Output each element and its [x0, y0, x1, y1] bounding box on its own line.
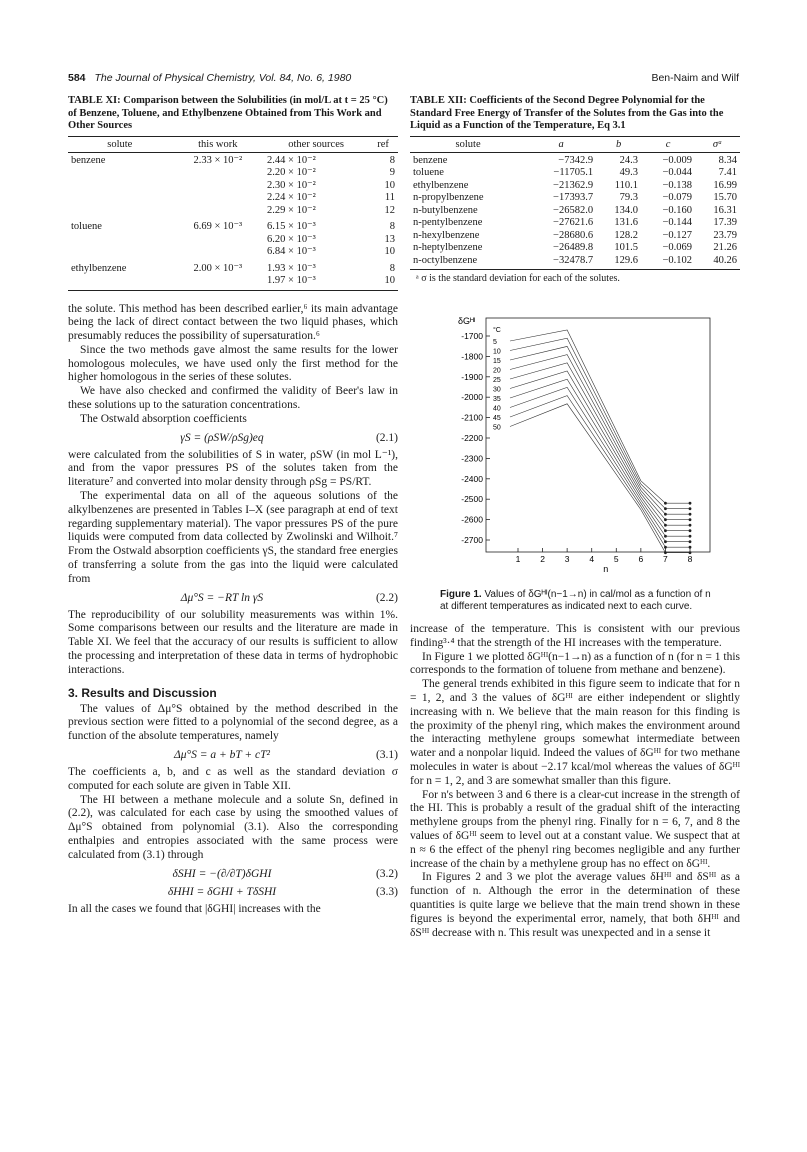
table-row — [68, 246, 398, 259]
table-cell: n-propylbenzene — [413, 192, 484, 203]
table-cell — [172, 234, 264, 247]
temp-label: 5 — [493, 339, 497, 346]
table-cell: −7342.9 — [558, 154, 594, 166]
temp-unit-label: °C — [493, 327, 501, 334]
table-row — [410, 230, 740, 243]
table-cell: 110.1 — [614, 179, 639, 191]
table12-footnote: ᵃ σ is the standard deviation for each of the solutes. — [416, 273, 620, 284]
table-cell: n-pentylbenzene — [413, 217, 483, 228]
table-cell — [172, 246, 264, 259]
y-axis-label: δGᴴᴵ — [458, 316, 476, 326]
table-cell: 8 — [389, 262, 395, 274]
table-cell: n-heptylbenzene — [413, 242, 483, 253]
table-cell: 23.79 — [713, 229, 737, 241]
y-tick-label: -2200 — [461, 433, 483, 443]
temp-label: 20 — [493, 367, 501, 375]
paragraph: In Figures 2 and 3 we plot the average values δHᴴᴵ and δSᴴᴵ as a function of n. Although the error in the determination of these quantities is quite large we believe that the main trend shown in these figures is beyond the experimental error, namely, that both δHᴴᴵ and δSᴴᴵ decrease with n. This result was unexpected and in a sense it — [410, 871, 740, 939]
table11-header: other sources — [264, 136, 368, 152]
series-marker — [689, 551, 692, 554]
y-tick-label: -1700 — [461, 331, 483, 341]
journal-title: The Journal of Physical Chemistry, Vol. 84, No. 6, 1980 — [94, 72, 352, 84]
table-cell: 2.29 × 10⁻² — [267, 204, 316, 216]
y-tick-label: -2700 — [461, 535, 483, 545]
table-cell — [172, 192, 264, 205]
series-marker — [689, 546, 692, 549]
y-tick-label: -2600 — [461, 514, 483, 525]
table-cell — [68, 234, 172, 247]
table-cell: ethylbenzene — [413, 179, 469, 191]
series-curve — [510, 387, 690, 541]
paragraph: The experimental data on all of the aqueous solutions of the alkylbenzenes are presented in Tables I–X (see paragraph at end of text regarding supplementary material). The vapor pressures PS of the pure liquids were computed from data collected by Zwolinski and Wilhoit.⁷ From the Ostwald absorption coefficients γS, the standard free energies of transferring a solute from the gas into the liquid were calculated from — [68, 490, 398, 585]
y-tick-label: -2500 — [461, 494, 483, 505]
table-cell: 10 — [368, 275, 398, 290]
table-cell: −0.102 — [641, 255, 695, 270]
table-cell: 11 — [384, 192, 395, 203]
table-cell: 16.99 — [713, 179, 737, 191]
equation-3-2: δSHI = −(∂/∂T)δGHI (3.2) — [172, 867, 398, 880]
table-cell: 10 — [384, 179, 395, 191]
table-cell: 40.26 — [695, 255, 740, 270]
table-row — [410, 205, 740, 218]
table-cell: −0.044 — [662, 167, 692, 178]
table-row — [68, 192, 398, 205]
table-cell: n-hexylbenzene — [413, 229, 480, 241]
series-marker — [689, 502, 692, 505]
figure-1 — [440, 300, 715, 613]
table-cell: −26582.0 — [553, 204, 594, 216]
paragraph: The values of Δμ°S obtained by the method described in the previous section were fitted to a polynomial of the second degree, as a function of the absolute temperatures, namely — [68, 702, 398, 743]
series-curve — [510, 330, 690, 503]
x-tick-label: 3 — [564, 554, 570, 564]
table-cell — [68, 167, 172, 180]
paragraph: In Figure 1 we plotted δGᴴᴵ(n−1→n) as a function of n (for n = 1 this corresponds to the formation of toluene from methane and benzene). — [410, 650, 740, 677]
table-cell: −11705.1 — [553, 167, 594, 178]
series-marker — [689, 513, 692, 516]
temp-label: 50 — [493, 424, 501, 432]
table12-caption: TABLE XII: Coefficients of the Second Degree Polynomial for the Standard Free Energy of Transfer of the Solutes from the Gas into the Liquid as a Function of the Temperature, Eq 3.1 — [410, 95, 724, 131]
table-cell: 21.26 — [713, 242, 737, 253]
table-cell: −26489.8 — [553, 242, 594, 253]
table-row — [68, 205, 398, 218]
paragraph: The coefficients a, b, and c as well as the standard deviation σ computed for each solute are given in Table XII. — [68, 766, 398, 792]
table-cell: 8 — [389, 221, 395, 232]
x-tick-label: 2 — [540, 554, 545, 564]
table-cell: −28680.6 — [553, 229, 594, 241]
temp-label: 35 — [493, 396, 501, 403]
table-cell: −0.079 — [662, 192, 692, 203]
table-cell: 15.70 — [713, 192, 737, 203]
table-cell: −27621.6 — [553, 217, 594, 228]
table-cell: 2.00 × 10⁻³ — [193, 262, 243, 274]
table-cell: 10 — [384, 246, 395, 257]
table-cell: 79.3 — [619, 192, 639, 203]
page-number: 584 — [68, 72, 86, 84]
paragraph: increase of the temperature. This is consistent with our previous finding³·⁴ that the strength of the HI increases with the temperature. — [410, 623, 740, 649]
series-marker — [664, 518, 667, 521]
table-cell: 131.6 — [614, 217, 639, 228]
paragraph: We have also checked and confirmed the validity of Beer's law in these solutions up to the saturation concentrations. — [68, 385, 398, 412]
table-cell: −0.009 — [662, 154, 692, 166]
table-row — [410, 255, 740, 270]
table-cell: 1.93 × 10⁻³ — [267, 262, 316, 274]
running-header-left — [68, 72, 351, 84]
x-tick-label: 8 — [687, 554, 693, 564]
x-axis-label: n — [603, 564, 609, 574]
series-marker — [664, 502, 667, 505]
table-row — [410, 180, 740, 193]
table-row — [410, 192, 740, 205]
figure-1-caption: Figure 1. Values of δGᴴᴵ(n−1→n) in cal/mol as a function of n at different temperatures as indicated next to each curve. — [440, 589, 711, 612]
table-cell — [172, 167, 264, 180]
right-column — [410, 95, 740, 940]
table-cell: 49.3 — [619, 167, 639, 178]
table-cell: benzene — [413, 154, 448, 166]
series-curve — [510, 355, 690, 520]
table-row — [410, 152, 740, 167]
running-header-authors: Ben-Naim and Wilf — [651, 72, 739, 84]
table-cell: 13 — [384, 233, 395, 245]
table-cell: benzene — [71, 154, 106, 166]
table-cell: 16.31 — [713, 204, 737, 216]
x-tick-label: 4 — [589, 554, 595, 564]
series-marker — [664, 524, 667, 527]
table-cell: 9 — [389, 167, 395, 178]
table-cell — [68, 205, 172, 218]
table-cell: −17393.7 — [553, 192, 594, 203]
table-cell: 128.2 — [614, 229, 639, 241]
section-heading: 3. Results and Discussion — [68, 685, 217, 700]
table-row — [68, 275, 398, 290]
series-marker — [689, 524, 692, 527]
table12-header: a — [526, 136, 596, 152]
paragraph: The reproducibility of our solubility measurements was within 1%. Some comparisons between our results and the literature are made in Table XI. We feel that the accuracy of our results is sufficient to allow the processing and interpretation of these data in terms of hydrophobic interactions. — [68, 608, 398, 676]
table-cell: 129.6 — [596, 255, 641, 270]
table-cell: 134.0 — [614, 204, 639, 216]
temp-label: 40 — [493, 405, 501, 413]
y-tick-label: -2100 — [461, 412, 483, 423]
left-column — [68, 95, 398, 916]
series-marker — [664, 540, 667, 543]
table-row — [68, 152, 398, 167]
y-tick-label: -2300 — [461, 453, 483, 464]
paragraph: In all the cases we found that |δGHI| increases with the — [68, 902, 321, 915]
series-marker — [689, 518, 692, 521]
table11-header: this work — [172, 136, 264, 152]
plot-frame — [486, 318, 710, 552]
series-marker — [664, 535, 667, 538]
table-row — [68, 234, 398, 247]
paragraph: Since the two methods gave almost the same results for the lower homologous molecules, we have used only the first method for the higher homologous in the series of these solutes. — [68, 343, 398, 384]
paragraph: The Ostwald absorption coefficients — [80, 412, 247, 425]
temp-label: 25 — [493, 377, 501, 384]
table-cell — [172, 205, 264, 218]
table-cell: 12 — [384, 204, 395, 216]
table-cell: 2.24 × 10⁻² — [267, 192, 316, 203]
table-cell: 6.69 × 10⁻³ — [193, 221, 243, 232]
table-cell: −0.138 — [662, 179, 692, 191]
table11-caption: TABLE XI: Comparison between the Solubilities (in mol/L at t = 25 °C) of Benzene, Toluene, and Ethylbenzene Obtained from This Work and Other Sources — [68, 95, 388, 131]
table-cell: 2.20 × 10⁻² — [267, 167, 316, 178]
series-marker — [689, 507, 692, 510]
table-cell: 6.20 × 10⁻³ — [267, 233, 316, 245]
table-cell: −32478.7 — [526, 255, 596, 270]
table12-header: b — [596, 136, 641, 152]
table-row — [68, 217, 398, 234]
table-cell: 2.44 × 10⁻² — [267, 154, 316, 166]
table-cell: −0.144 — [662, 217, 692, 228]
equation-2-2: Δμ°S = −RT ln γS (2.2) — [180, 591, 398, 604]
paragraph: the solute. This method has been described earlier,⁶ its main advantage being the lack of direct contact between the two liquid phases, which presumably reduces the possibility of supersaturation.⁶ — [68, 302, 398, 343]
equation-3-3: δHHI = δGHI + TδSHI (3.3) — [167, 885, 398, 898]
x-tick-label: 1 — [515, 554, 521, 564]
table-cell: toluene — [413, 167, 444, 178]
table12-header: solute — [410, 136, 526, 152]
table-cell: −0.069 — [662, 242, 692, 253]
table-row — [410, 217, 740, 230]
y-tick-label: -1900 — [461, 371, 483, 382]
table12 — [410, 136, 740, 271]
figure-1-plot — [440, 300, 715, 580]
paragraph: The general trends exhibited in this figure seem to indicate that for n = 1, 2, and 3 the values of δGᴴᴵ are either independent or slightly increasing with n. We believe that the main reason for this finding is the proximity of the phenyl ring, which makes the environment around the interacting methylene groups somewhat intermediate between water and a nonpolar liquid. Indeed the values of δGᴴᴵ for two methane molecules in water is about −2.17 kcal/mol whereas the values of δGᴴᴵ for n = 1, 2, and 3 are somewhat smaller than this figure. — [410, 678, 740, 787]
table11-header: ref — [368, 136, 398, 152]
table-cell — [172, 180, 264, 193]
series-curve — [510, 338, 690, 509]
table-cell: ethylbenzene — [71, 262, 127, 274]
equation-3-1: Δμ°S = a + bT + cT² (3.1) — [173, 749, 398, 762]
temp-label: 15 — [493, 358, 501, 365]
temp-label: 30 — [493, 386, 501, 394]
table-cell: 2.30 × 10⁻² — [267, 179, 316, 191]
paragraph: For n's between 3 and 6 there is a clear-cut increase in the strength of the HI. This is probably a result of the gradual shift of the interacting methylene groups from the phenyl ring. Finally for n = 6, 7, and 8 the values of δGᴴᴵ seem to level out at a constant value. We suspect that at n ≈ 6 the effect of the phenyl ring becomes negligible and any further increase of the chain by a methylene group has no effect on δGᴴᴵ. — [410, 788, 740, 870]
table12-header: σᵃ — [695, 136, 740, 152]
y-tick-label: -2000 — [461, 392, 483, 403]
series-marker — [689, 535, 692, 538]
table12-header: c — [641, 136, 695, 152]
table-cell: 8.34 — [718, 154, 737, 166]
table11-header: solute — [68, 136, 172, 152]
series-marker — [689, 540, 692, 543]
table-cell — [68, 275, 172, 290]
table-row — [410, 167, 740, 180]
series-marker — [664, 546, 667, 549]
table-cell — [68, 180, 172, 193]
table-cell: −21362.9 — [553, 179, 594, 191]
table-cell: 17.39 — [713, 217, 737, 228]
temp-label: 45 — [493, 415, 501, 422]
temp-label: 10 — [493, 348, 501, 356]
table-cell: 6.84 × 10⁻³ — [267, 246, 316, 257]
table-cell: −0.160 — [662, 204, 692, 216]
table-row — [68, 259, 398, 276]
equation-2-1: γS = (ρSW/ρSg)eq (2.1) — [180, 431, 398, 444]
x-tick-label: 5 — [613, 554, 619, 564]
table-row — [68, 180, 398, 193]
table-cell — [172, 275, 264, 290]
table-cell: 1.97 × 10⁻³ — [264, 275, 368, 290]
table-cell: 8 — [389, 154, 395, 166]
paragraph: were calculated from the solubilities of S in water, ρSW (in mol L⁻¹), and from the vapor pressures PS of the solutes taken from the literature⁷ and converted into molar density through ρSg = PS/RT. — [68, 448, 398, 489]
table11 — [68, 136, 398, 291]
table-cell — [68, 246, 172, 259]
series-curve — [510, 396, 690, 548]
table-cell: n-octylbenzene — [410, 255, 526, 270]
table-cell: 2.33 × 10⁻² — [193, 154, 243, 166]
y-tick-label: -1800 — [461, 351, 483, 362]
paragraph: The HI between a methane molecule and a solute Sn, defined in (2.2), was calculated for each case by using the smoothed values of Δμ°S obtained from polynomial (3.1). Also the corresponding enthalpies and entropies associated with the same process were calculated from (3.1) through — [68, 793, 398, 861]
table-cell: 6.15 × 10⁻³ — [267, 221, 316, 232]
table-cell: 7.41 — [718, 167, 737, 178]
table-row — [68, 167, 398, 180]
series-marker — [664, 551, 667, 554]
series-marker — [664, 529, 667, 532]
series-marker — [664, 507, 667, 510]
table-row — [410, 242, 740, 255]
table-cell: n-butylbenzene — [413, 204, 478, 216]
table-cell: −0.127 — [662, 229, 692, 241]
table-cell — [68, 192, 172, 205]
series-marker — [689, 529, 692, 532]
series-curve — [510, 404, 690, 553]
series-marker — [664, 513, 667, 516]
y-tick-label: -2400 — [461, 473, 483, 484]
table-cell: toluene — [71, 221, 102, 232]
x-tick-label: 6 — [638, 554, 644, 564]
table-cell: 24.3 — [619, 154, 639, 166]
table-cell: 101.5 — [614, 242, 639, 253]
x-tick-label: 7 — [663, 554, 668, 564]
